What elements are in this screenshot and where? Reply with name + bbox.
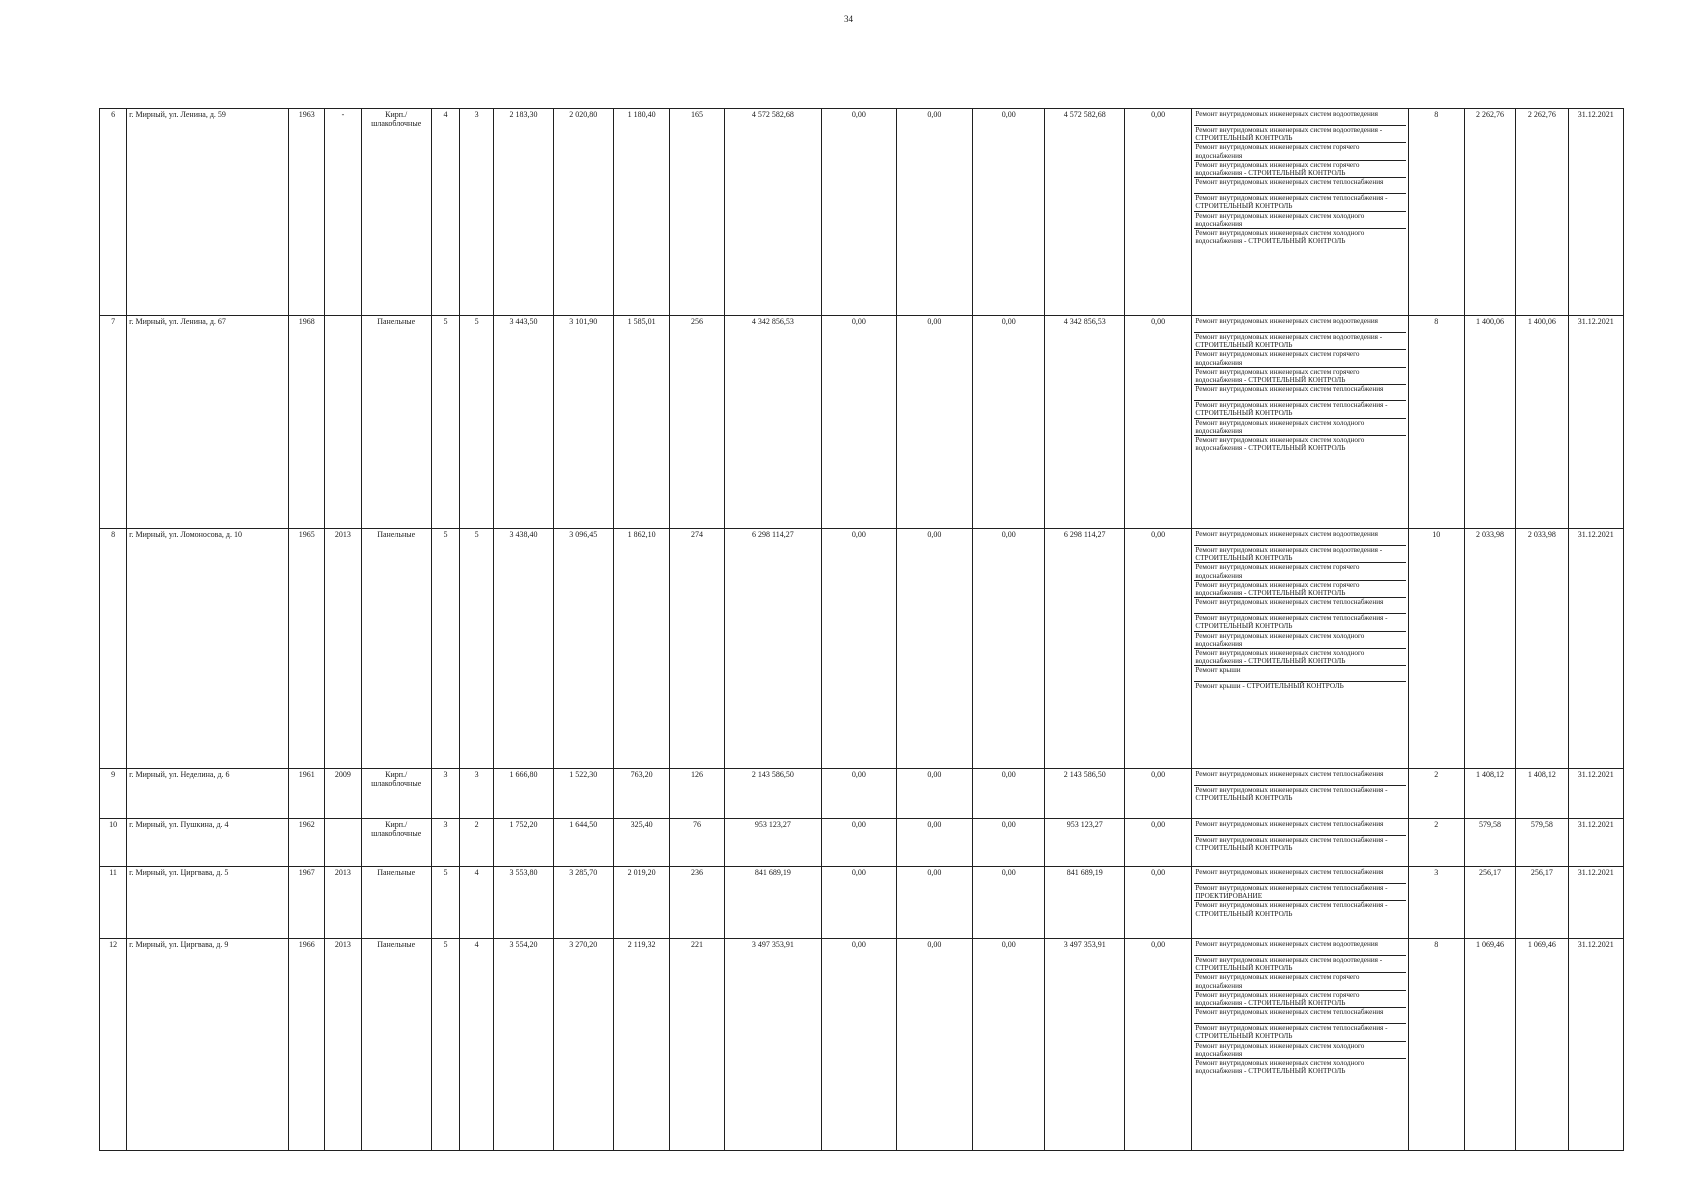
cell-cost-other: 0,00 (1124, 316, 1191, 529)
cell-works-count: 8 (1408, 316, 1464, 529)
cell-year-overhaul: - (325, 109, 361, 316)
cell-unit-cost: 1 069,46 (1464, 939, 1515, 1151)
cell-year-overhaul: 2009 (325, 769, 361, 819)
cell-area-residents: 1 862,10 (613, 529, 669, 769)
cell-floors: 3 (431, 819, 459, 867)
work-item: Ремонт внутридомовых инженерных систем горячего водоснабжения - СТРОИТЕЛЬНЫЙ КОНТРОЛЬ (1194, 368, 1405, 385)
cell-unit-cost: 2 033,98 (1464, 529, 1515, 769)
cell-floors: 3 (431, 769, 459, 819)
cell-wall-material: Кирп./ шлакоблочные (361, 769, 431, 819)
cell-cost-total: 953 123,27 (724, 819, 822, 867)
cell-unit-cost-max: 2 033,98 (1516, 529, 1568, 769)
cell-address: г. Мирный, ул. Неделина, д. 6 (127, 769, 289, 819)
work-item: Ремонт внутридомовых инженерных систем водоотведения - СТРОИТЕЛЬНЫЙ КОНТРОЛЬ (1194, 333, 1405, 350)
works-list (1194, 820, 1405, 852)
works-list (1194, 317, 1405, 452)
work-item: Ремонт внутридомовых инженерных систем холодного водоснабжения - СТРОИТЕЛЬНЫЙ КОНТРОЛЬ (1194, 649, 1405, 666)
cell-cost-fund: 0,00 (822, 529, 896, 769)
cell-cost-municipal: 0,00 (973, 529, 1045, 769)
cell-cost-regional: 0,00 (896, 939, 972, 1151)
cell-year-overhaul (325, 819, 361, 867)
cell-works (1192, 769, 1408, 819)
cell-floors: 5 (431, 867, 459, 939)
cell-deadline: 31.12.2021 (1568, 939, 1624, 1151)
cell-works-count: 8 (1408, 939, 1464, 1151)
work-item: Ремонт внутридомовых инженерных систем холодного водоснабжения - СТРОИТЕЛЬНЫЙ КОНТРОЛЬ (1195, 229, 1365, 246)
cell-works (1192, 867, 1408, 939)
cell-area-residents: 2 119,32 (613, 939, 669, 1151)
cell-area-residents: 763,20 (613, 769, 669, 819)
cell-cost-owners: 4 572 582,68 (1045, 109, 1124, 316)
work-item: Ремонт внутридомовых инженерных систем холодного водоснабжения (1194, 1042, 1405, 1059)
work-item: Ремонт внутридомовых инженерных систем теплоснабжения (1194, 178, 1405, 194)
cell-wall-material: Кирп./ шлакоблочные (361, 819, 431, 867)
cell-cost-total: 841 689,19 (724, 867, 822, 939)
cell-deadline: 31.12.2021 (1568, 819, 1624, 867)
cell-no: 11 (100, 867, 127, 939)
cell-area-all: 3 096,45 (553, 529, 613, 769)
cell-cost-total: 6 298 114,27 (724, 529, 822, 769)
cell-year-built: 1966 (289, 939, 325, 1151)
cell-cost-owners: 4 342 856,53 (1045, 316, 1124, 529)
cell-area-residents: 1 585,01 (613, 316, 669, 529)
cell-unit-cost-max: 256,17 (1516, 867, 1568, 939)
work-item: Ремонт внутридомовых инженерных систем горячего водоснабжения (1194, 143, 1405, 160)
cell-year-built: 1965 (289, 529, 325, 769)
cell-area-all: 2 020,80 (553, 109, 613, 316)
cell-works-count: 2 (1408, 769, 1464, 819)
cell-cost-regional: 0,00 (896, 769, 972, 819)
cell-unit-cost-max: 2 262,76 (1516, 109, 1568, 316)
work-item: Ремонт внутридомовых инженерных систем теплоснабжения (1194, 820, 1405, 836)
cell-cost-total: 3 497 353,91 (724, 939, 822, 1151)
cell-works (1192, 939, 1408, 1151)
cell-cost-municipal: 0,00 (973, 819, 1045, 867)
cell-wall-material: Панельные (361, 939, 431, 1151)
work-item: Ремонт внутридомовых инженерных систем теплоснабжения - СТРОИТЕЛЬНЫЙ КОНТРОЛЬ (1194, 194, 1405, 211)
work-item: Ремонт внутридомовых инженерных систем теплоснабжения - СТРОИТЕЛЬНЫЙ КОНТРОЛЬ (1194, 1024, 1405, 1041)
cell-cost-municipal: 0,00 (973, 939, 1045, 1151)
works-list (1194, 868, 1405, 918)
cell-total-area: 3 443,50 (494, 316, 553, 529)
work-item: Ремонт внутридомовых инженерных систем горячего водоснабжения (1194, 973, 1405, 990)
cell-address: г. Мирный, ул. Ломоносова, д. 10 (127, 529, 289, 769)
cell-deadline: 31.12.2021 (1568, 529, 1624, 769)
cell-cost-municipal: 0,00 (973, 316, 1045, 529)
cell-cost-other: 0,00 (1124, 529, 1191, 769)
overhaul-register-table (99, 108, 1624, 1151)
cell-year-overhaul: 2013 (325, 529, 361, 769)
table-row (100, 316, 1624, 529)
works-list (1194, 940, 1405, 1075)
cell-deadline: 31.12.2021 (1568, 867, 1624, 939)
work-item: Ремонт внутридомовых инженерных систем теплоснабжения (1194, 868, 1405, 884)
work-item: Ремонт внутридомовых инженерных систем теплоснабжения - СТРОИТЕЛЬНЫЙ КОНТРОЛЬ (1194, 401, 1405, 418)
table-row (100, 819, 1624, 867)
cell-no: 9 (100, 769, 127, 819)
cell-cost-owners: 6 298 114,27 (1045, 529, 1124, 769)
cell-area-residents: 325,40 (613, 819, 669, 867)
work-item: Ремонт внутридомовых инженерных систем холодного водоснабжения (1194, 632, 1405, 649)
cell-area-residents: 2 019,20 (613, 867, 669, 939)
cell-cost-regional: 0,00 (896, 529, 972, 769)
cell-floors: 5 (431, 529, 459, 769)
work-item: Ремонт крыши (1194, 666, 1405, 682)
cell-year-built: 1961 (289, 769, 325, 819)
cell-unit-cost-max: 579,58 (1516, 819, 1568, 867)
cell-entrances: 3 (460, 769, 494, 819)
cell-cost-regional: 0,00 (896, 867, 972, 939)
work-item: Ремонт внутридомовых инженерных систем теплоснабжения (1194, 1008, 1405, 1024)
work-item: Ремонт внутридомовых инженерных систем теплоснабжения (1194, 598, 1405, 614)
cell-entrances: 5 (460, 316, 494, 529)
table-row (100, 867, 1624, 939)
cell-floors: 5 (431, 939, 459, 1151)
cell-year-overhaul (325, 316, 361, 529)
cell-cost-owners: 3 497 353,91 (1045, 939, 1124, 1151)
cell-no: 7 (100, 316, 127, 529)
work-item: Ремонт внутридомовых инженерных систем водоотведения - СТРОИТЕЛЬНЫЙ КОНТРОЛЬ (1194, 126, 1405, 143)
work-item: Ремонт внутридомовых инженерных систем теплоснабжения (1194, 385, 1405, 401)
cell-cost-total: 4 572 582,68 (724, 109, 822, 316)
cell-year-built: 1963 (289, 109, 325, 316)
cell-unit-cost: 1 400,06 (1464, 316, 1515, 529)
cell-cost-owners: 953 123,27 (1045, 819, 1124, 867)
cell-cost-regional: 0,00 (896, 109, 972, 316)
work-item: Ремонт внутридомовых инженерных систем теплоснабжения - СТРОИТЕЛЬНЫЙ КОНТРОЛЬ (1194, 614, 1405, 631)
cell-entrances: 2 (460, 819, 494, 867)
cell-total-area: 1 752,20 (494, 819, 553, 867)
work-item: Ремонт внутридомовых инженерных систем теплоснабжения (1194, 770, 1405, 786)
table-row (100, 769, 1624, 819)
cell-entrances: 4 (460, 939, 494, 1151)
cell-works-count: 10 (1408, 529, 1464, 769)
cell-year-built: 1967 (289, 867, 325, 939)
cell-cost-owners: 841 689,19 (1045, 867, 1124, 939)
cell-cost-municipal: 0,00 (973, 109, 1045, 316)
cell-works (1192, 109, 1408, 316)
cell-total-area: 3 554,20 (494, 939, 553, 1151)
cell-cost-total: 4 342 856,53 (724, 316, 822, 529)
cell-no: 6 (100, 109, 127, 316)
cell-cost-other: 0,00 (1124, 819, 1191, 867)
work-item: Ремонт внутридомовых инженерных систем горячего водоснабжения - СТРОИТЕЛЬНЫЙ КОНТРОЛЬ (1194, 161, 1405, 178)
cell-unit-cost-max: 1 408,12 (1516, 769, 1568, 819)
work-item: Ремонт внутридомовых инженерных систем водоотведения (1194, 110, 1405, 126)
cell-area-all: 1 522,30 (553, 769, 613, 819)
cell-year-built: 1968 (289, 316, 325, 529)
cell-area-all: 3 270,20 (553, 939, 613, 1151)
work-item: Ремонт внутридомовых инженерных систем водоотведения (1194, 530, 1405, 546)
work-item: Ремонт внутридомовых инженерных систем теплоснабжения - СТРОИТЕЛЬНЫЙ КОНТРОЛЬ (1195, 786, 1388, 803)
cell-unit-cost: 256,17 (1464, 867, 1515, 939)
cell-area-all: 1 644,50 (553, 819, 613, 867)
cell-total-area: 3 438,40 (494, 529, 553, 769)
work-item: Ремонт внутридомовых инженерных систем горячего водоснабжения (1194, 350, 1405, 367)
cell-unit-cost: 2 262,76 (1464, 109, 1515, 316)
cell-residents: 126 (670, 769, 724, 819)
cell-unit-cost: 1 408,12 (1464, 769, 1515, 819)
cell-cost-other: 0,00 (1124, 867, 1191, 939)
work-item: Ремонт внутридомовых инженерных систем горячего водоснабжения - СТРОИТЕЛЬНЫЙ КОНТРОЛЬ (1194, 991, 1405, 1008)
cell-area-all: 3 285,70 (553, 867, 613, 939)
works-list (1194, 110, 1405, 245)
cell-cost-owners: 2 143 586,50 (1045, 769, 1124, 819)
table-row (100, 109, 1624, 316)
cell-entrances: 5 (460, 529, 494, 769)
cell-entrances: 4 (460, 867, 494, 939)
cell-works-count: 2 (1408, 819, 1464, 867)
cell-cost-fund: 0,00 (822, 316, 896, 529)
cell-cost-fund: 0,00 (822, 867, 896, 939)
cell-year-overhaul: 2013 (325, 867, 361, 939)
work-item: Ремонт внутридомовых инженерных систем холодного водоснабжения (1194, 419, 1405, 436)
cell-floors: 4 (431, 109, 459, 316)
work-item: Ремонт внутридомовых инженерных систем холодного водоснабжения - СТРОИТЕЛЬНЫЙ КОНТРОЛЬ (1195, 1059, 1365, 1076)
cell-year-overhaul: 2013 (325, 939, 361, 1151)
cell-wall-material: Панельные (361, 867, 431, 939)
work-item: Ремонт внутридомовых инженерных систем холодного водоснабжения - СТРОИТЕЛЬНЫЙ КОНТРОЛЬ (1195, 436, 1365, 453)
cell-residents: 236 (670, 867, 724, 939)
cell-no: 10 (100, 819, 127, 867)
cell-cost-total: 2 143 586,50 (724, 769, 822, 819)
cell-deadline: 31.12.2021 (1568, 316, 1624, 529)
page-number: 34 (844, 14, 853, 24)
work-item: Ремонт внутридомовых инженерных систем теплоснабжения - СТРОИТЕЛЬНЫЙ КОНТРОЛЬ (1195, 901, 1388, 918)
works-list (1194, 770, 1405, 802)
cell-wall-material: Панельные (361, 529, 431, 769)
cell-cost-municipal: 0,00 (973, 867, 1045, 939)
work-item: Ремонт внутридомовых инженерных систем водоотведения - СТРОИТЕЛЬНЫЙ КОНТРОЛЬ (1194, 546, 1405, 563)
cell-cost-fund: 0,00 (822, 109, 896, 316)
table-row (100, 529, 1624, 769)
cell-total-area: 1 666,80 (494, 769, 553, 819)
work-item: Ремонт внутридомовых инженерных систем теплоснабжения - ПРОЕКТИРОВАНИЕ (1194, 884, 1405, 901)
cell-cost-fund: 0,00 (822, 819, 896, 867)
cell-wall-material: Кирп./ шлакоблочные (361, 109, 431, 316)
work-item: Ремонт внутридомовых инженерных систем водоотведения (1194, 317, 1405, 333)
work-item: Ремонт внутридомовых инженерных систем холодного водоснабжения (1194, 212, 1405, 229)
work-item: Ремонт внутридомовых инженерных систем водоотведения (1194, 940, 1405, 956)
cell-deadline: 31.12.2021 (1568, 109, 1624, 316)
cell-works (1192, 819, 1408, 867)
cell-cost-regional: 0,00 (896, 819, 972, 867)
cell-total-area: 2 183,30 (494, 109, 553, 316)
work-item: Ремонт внутридомовых инженерных систем теплоснабжения - СТРОИТЕЛЬНЫЙ КОНТРОЛЬ (1195, 836, 1388, 853)
cell-floors: 5 (431, 316, 459, 529)
work-item: Ремонт внутридомовых инженерных систем водоотведения - СТРОИТЕЛЬНЫЙ КОНТРОЛЬ (1194, 956, 1405, 973)
cell-address: г. Мирный, ул. Циргвава, д. 9 (127, 939, 289, 1151)
cell-works (1192, 316, 1408, 529)
work-item: Ремонт крыши - СТРОИТЕЛЬНЫЙ КОНТРОЛЬ (1195, 682, 1344, 691)
cell-cost-other: 0,00 (1124, 769, 1191, 819)
cell-area-residents: 1 180,40 (613, 109, 669, 316)
cell-deadline: 31.12.2021 (1568, 769, 1624, 819)
cell-address: г. Мирный, ул. Пушкина, д. 4 (127, 819, 289, 867)
cell-works-count: 3 (1408, 867, 1464, 939)
cell-no: 8 (100, 529, 127, 769)
cell-works (1192, 529, 1408, 769)
cell-works-count: 8 (1408, 109, 1464, 316)
cell-residents: 274 (670, 529, 724, 769)
cell-entrances: 3 (460, 109, 494, 316)
cell-unit-cost-max: 1 069,46 (1516, 939, 1568, 1151)
cell-unit-cost: 579,58 (1464, 819, 1515, 867)
cell-cost-other: 0,00 (1124, 939, 1191, 1151)
table-body (100, 109, 1624, 1151)
cell-residents: 76 (670, 819, 724, 867)
cell-residents: 221 (670, 939, 724, 1151)
cell-cost-regional: 0,00 (896, 316, 972, 529)
cell-total-area: 3 553,80 (494, 867, 553, 939)
cell-no: 12 (100, 939, 127, 1151)
cell-residents: 165 (670, 109, 724, 316)
cell-address: г. Мирный, ул. Ленина, д. 67 (127, 316, 289, 529)
cell-cost-municipal: 0,00 (973, 769, 1045, 819)
work-item: Ремонт внутридомовых инженерных систем горячего водоснабжения (1194, 563, 1405, 580)
cell-cost-fund: 0,00 (822, 769, 896, 819)
cell-area-all: 3 101,90 (553, 316, 613, 529)
cell-residents: 256 (670, 316, 724, 529)
cell-wall-material: Панельные (361, 316, 431, 529)
cell-address: г. Мирный, ул. Ленина, д. 59 (127, 109, 289, 316)
table-row (100, 939, 1624, 1151)
cell-cost-fund: 0,00 (822, 939, 896, 1151)
cell-unit-cost-max: 1 400,06 (1516, 316, 1568, 529)
cell-year-built: 1962 (289, 819, 325, 867)
works-list (1194, 530, 1405, 698)
cell-cost-other: 0,00 (1124, 109, 1191, 316)
work-item: Ремонт внутридомовых инженерных систем горячего водоснабжения - СТРОИТЕЛЬНЫЙ КОНТРОЛЬ (1194, 581, 1405, 598)
cell-address: г. Мирный, ул. Циргвава, д. 5 (127, 867, 289, 939)
